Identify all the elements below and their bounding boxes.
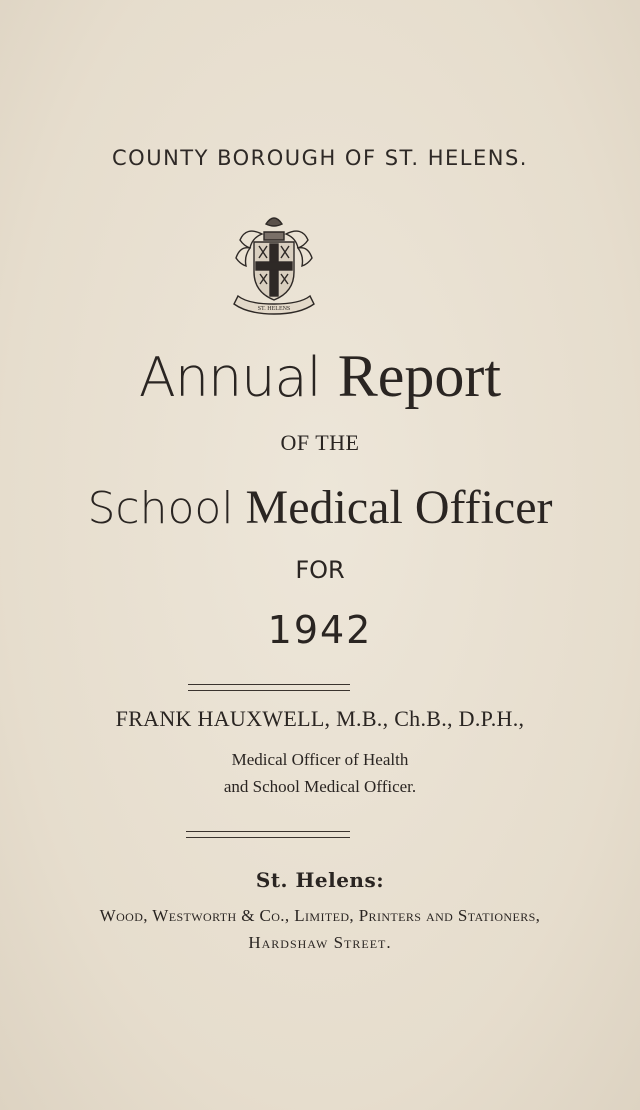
publication-city: St. Helens: xyxy=(255,868,385,892)
of-the-label: OF THE xyxy=(280,430,360,455)
svg-text:ST. HELENS: ST. HELENS xyxy=(257,306,291,312)
report-year: 1942 xyxy=(267,608,373,652)
borough-header: COUNTY BOROUGH OF ST. HELENS. xyxy=(112,146,528,170)
document-title xyxy=(0,342,640,411)
subtitle-word-officer: Officer xyxy=(414,481,553,534)
author-role-line2: and School Medical Officer. xyxy=(223,777,417,796)
title-word-annual: Annual xyxy=(138,346,321,409)
borough-coat-of-arms-icon xyxy=(230,210,318,316)
subtitle-word-medical: Medical xyxy=(245,481,403,534)
divider-rule xyxy=(186,831,350,838)
for-label: FOR xyxy=(295,556,345,584)
printer-line: Wood, Westworth & Co., Limited, Printers and Stationers, xyxy=(99,906,541,925)
document-subtitle xyxy=(0,480,640,535)
printer-street: Hardshaw Street. xyxy=(248,933,392,952)
author-role-line1: Medical Officer of Health xyxy=(231,750,409,769)
author-name: FRANK HAUXWELL, M.B., Ch.B., D.P.H., xyxy=(115,706,525,731)
divider-rule xyxy=(188,684,350,691)
title-word-report: Report xyxy=(337,343,502,409)
subtitle-word-school: School xyxy=(87,483,234,534)
